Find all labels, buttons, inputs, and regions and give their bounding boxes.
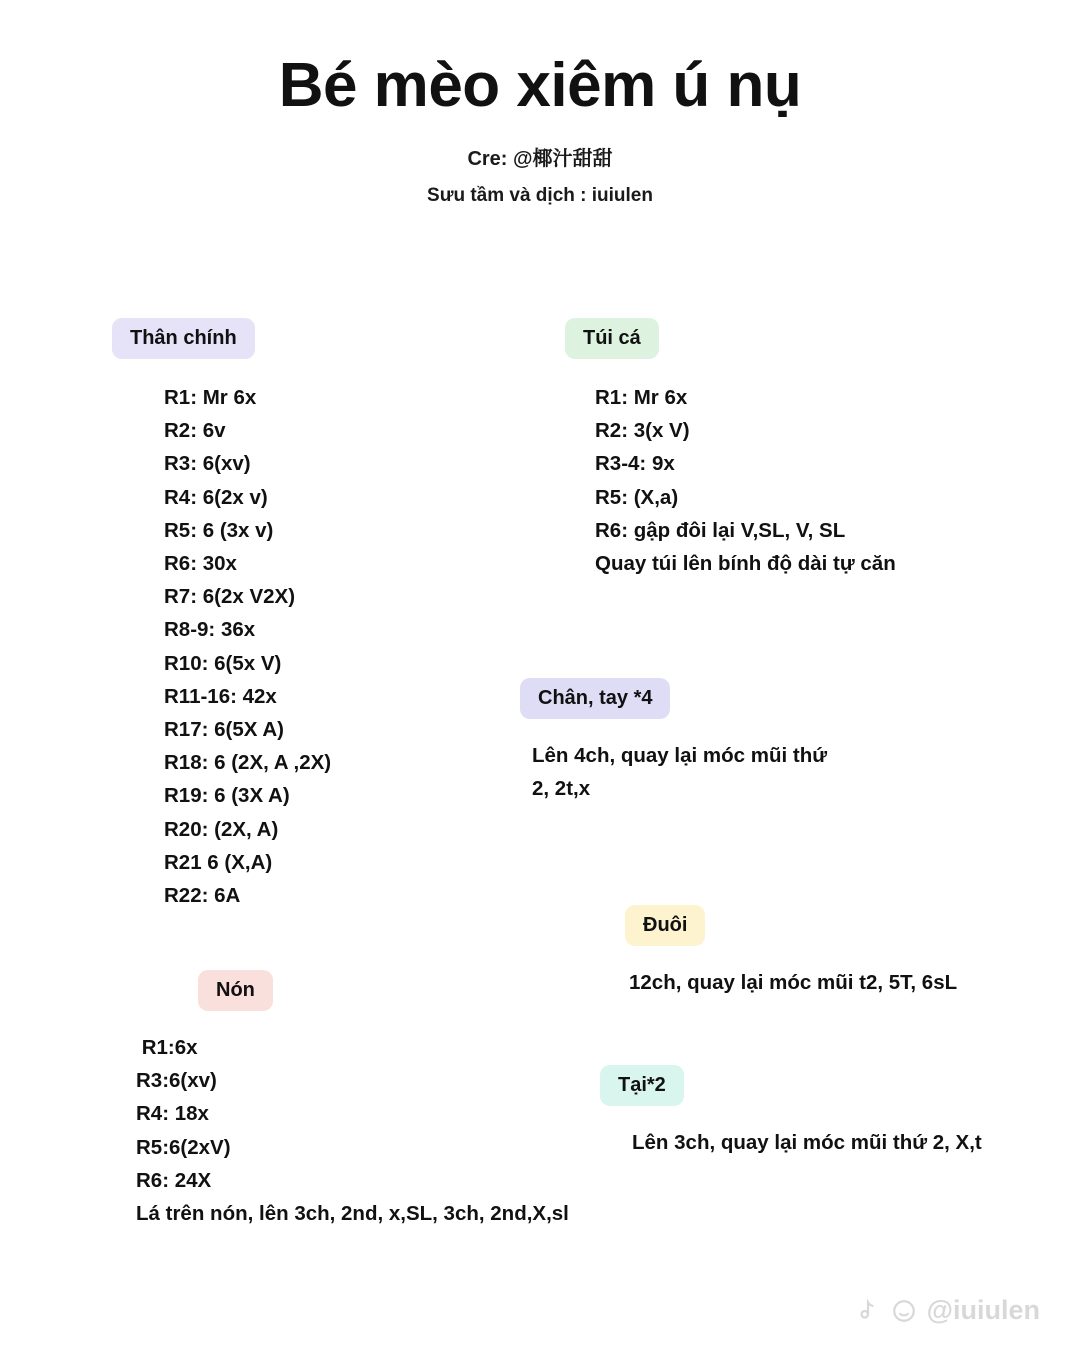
- pattern-line: R7: 6(2x V2X): [164, 585, 296, 609]
- section-tui-ca-lines: [595, 381, 985, 580]
- section-chan-tay-label: Chân, tay *4: [520, 678, 670, 719]
- pattern-line: 2, 2t,x: [532, 777, 591, 801]
- tiktok-note-icon: [855, 1297, 881, 1325]
- section-tai: [600, 1065, 1030, 1159]
- pattern-line: R6: 24X: [136, 1168, 212, 1192]
- section-than-chinh-label: Thân chính: [112, 318, 255, 359]
- pattern-line: Lá trên nón, lên 3ch, 2nd, x,SL, 3ch, 2nd,X,sl: [136, 1202, 569, 1226]
- section-tui-ca-chip-wrap: [565, 318, 985, 359]
- section-than-chinh-lines: [164, 381, 512, 912]
- smiley-icon: [891, 1297, 917, 1325]
- section-tui-ca-label: Túi cá: [565, 318, 659, 359]
- pattern-line: R11-16: 42x: [164, 684, 277, 708]
- translator-line: Sưu tầm và dịch : iuiulen: [427, 185, 653, 207]
- pattern-line: R8-9: 36x: [164, 618, 256, 642]
- pattern-line: 12ch, quay lại móc mũi t2, 5T, 6sL: [629, 971, 958, 994]
- pattern-line: R3-4: 9x: [595, 452, 675, 476]
- section-tai-chip-wrap: [600, 1065, 1030, 1106]
- pattern-line: R19: 6 (3X A): [164, 784, 290, 808]
- pattern-line: R5: 6 (3x v): [164, 518, 274, 542]
- section-chan-tay: [520, 678, 920, 805]
- watermark: [855, 1295, 1040, 1326]
- section-duoi: [625, 905, 1045, 999]
- section-duoi-lines: [629, 966, 1045, 999]
- section-tai-label: Tại*2: [600, 1065, 684, 1106]
- pattern-line: R6: gập đôi lại V,SL, V, SL: [595, 518, 846, 542]
- pattern-line: R20: (2X, A): [164, 817, 279, 841]
- pattern-line: R4: 6(2x v): [164, 485, 268, 509]
- credit-line: Cre: @椰汁甜甜: [467, 148, 613, 171]
- poster-header: [0, 0, 1080, 207]
- section-chan-tay-chip-wrap: [520, 678, 920, 719]
- pattern-line: Lên 3ch, quay lại móc mũi thứ 2, X,t: [632, 1131, 982, 1154]
- section-duoi-label: Đuôi: [625, 905, 705, 946]
- pattern-line: R10: 6(5x V): [164, 651, 282, 675]
- pattern-line: R1: Mr 6x: [595, 386, 688, 409]
- pattern-line: R3: 6(xv): [164, 452, 251, 476]
- section-non-label: Nón: [198, 970, 273, 1011]
- pattern-line: R4: 18x: [136, 1102, 209, 1126]
- pattern-line: R5:6(2xV): [136, 1135, 231, 1159]
- pattern-line: R2: 3(x V): [595, 419, 690, 443]
- pattern-line: R6: 30x: [164, 552, 237, 576]
- pattern-line: Quay túi lên bính độ dài tự căn: [595, 552, 896, 576]
- section-tui-ca: [565, 318, 985, 580]
- pattern-line: R17: 6(5X A): [164, 718, 284, 742]
- watermark-text: @iuiulen: [926, 1295, 1040, 1325]
- pattern-line: R1:6x: [136, 1036, 198, 1059]
- pattern-line: R22: 6A: [164, 884, 241, 908]
- section-non-chip-wrap: [198, 970, 600, 1011]
- section-than-chinh: [112, 318, 512, 912]
- section-chan-tay-lines: [532, 739, 920, 805]
- pattern-line: R3:6(xv): [136, 1069, 217, 1093]
- section-duoi-chip-wrap: [625, 905, 1045, 946]
- pattern-line: R2: 6v: [164, 419, 226, 443]
- page-title: Bé mèo xiêm ú nụ: [278, 51, 802, 120]
- section-non: [130, 970, 600, 1230]
- section-non-lines: [136, 1031, 600, 1230]
- pattern-line: R5: (X,a): [595, 485, 679, 509]
- pattern-line: R21 6 (X,A): [164, 850, 273, 874]
- pattern-line: Lên 4ch, quay lại móc mũi thứ: [532, 744, 828, 767]
- pattern-line: R18: 6 (2X, A ,2X): [164, 751, 332, 775]
- section-than-chinh-chip-wrap: [112, 318, 512, 359]
- section-tai-lines: [632, 1126, 1030, 1159]
- pattern-line: R1: Mr 6x: [164, 386, 257, 409]
